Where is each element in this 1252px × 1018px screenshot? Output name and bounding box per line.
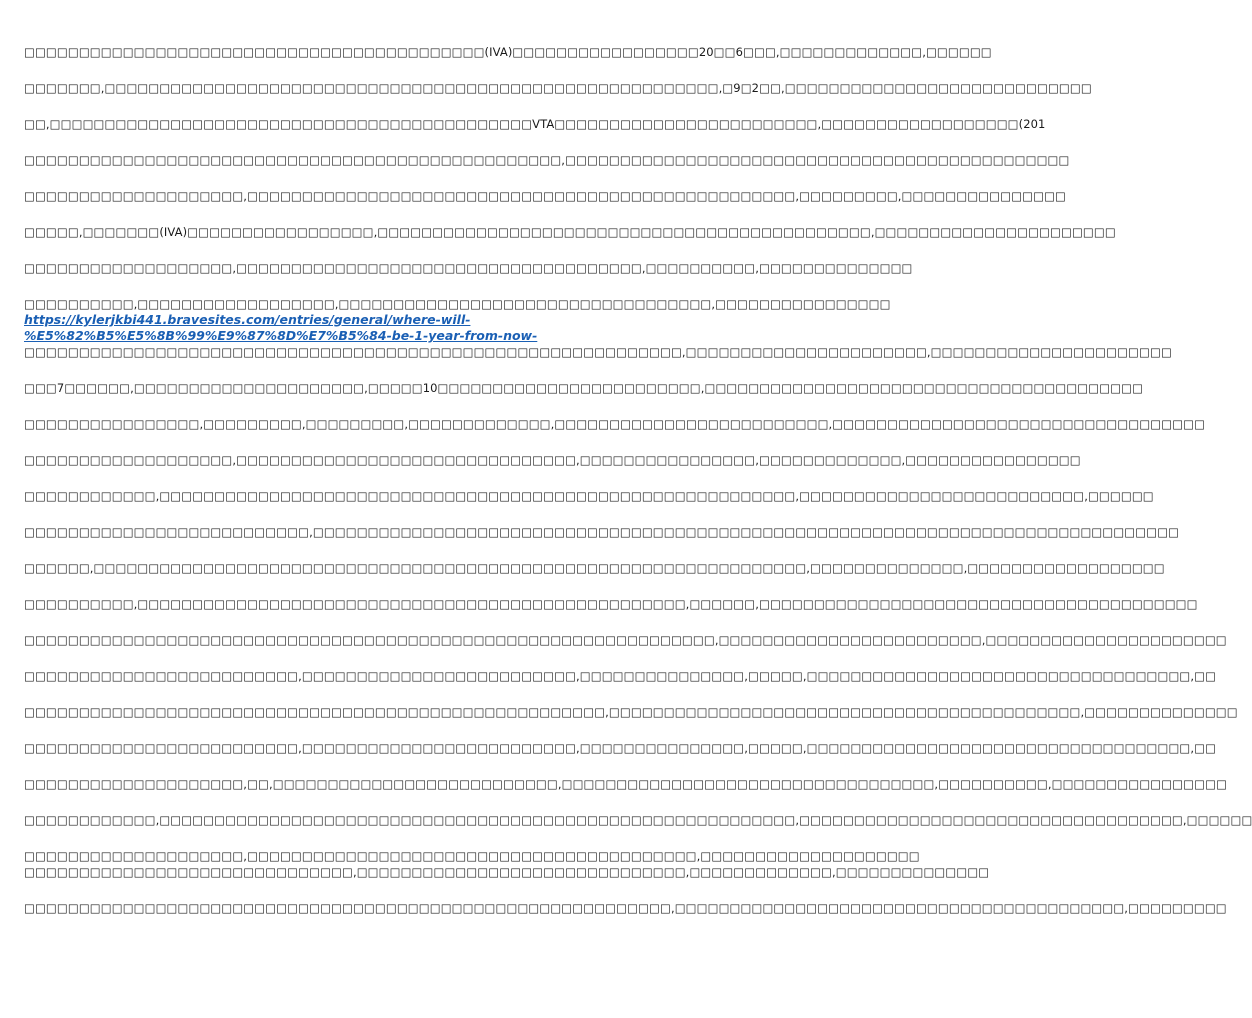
paragraph-line: □□□□□□□□□□□□□□□□□□□□□□□□□□□□□□□□□□□□□□□□□□□□□□□□□□□□□,□□□□□□□□□□□□□□□□□□□□□□□□□□□□□□□□□□□□□□□□□□□,□□□□□□□□□□□□□□ bbox=[24, 705, 1238, 719]
paragraph-line: □□□7□□□□□□,□□□□□□□□□□□□□□□□□□□□□,□□□□□10□□□□□□□□□□□□□□□□□□□□□□□□,□□□□□□□□□□□□□□□□□□□□□□□□□□□□□□□□□□□□□□□□ bbox=[24, 381, 1144, 395]
paragraph-line: □□□□□□□□□□□□□□□□□□□□□□□□□,□□□□□□□□□□□□□□□□□□□□□□□□□,□□□□□□□□□□□□□□□,□□□□□,□□□□□□□□□□□□□□□□□□□□□□□□□□□□□□□□□□□,□□ bbox=[24, 741, 1217, 755]
paragraph-line: □□□□□□,□□□□□□□□□□□□□□□□□□□□□□□□□□□□□□□□□□□□□□□□□□□□□□□□□□□□□□□□□□□□□□□□□,□□□□□□□□□□□□□□,□□□□□□□□□□□□□□□□□□ bbox=[24, 561, 1165, 575]
paragraph-line: □□□□□□□□□□□□□□□□□□□□□□□□□□□□□□,□□□□□□□□□□□□□□□□□□□□□□□□□□□□□□,□□□□□□□□□□□□□,□□□□□□□□□□□□□□ bbox=[24, 865, 990, 879]
paragraph-line: □□□□□□□□□□□□□□□□□□□□□□□□□□□□□□□□□□□□□□□□□□□□□□□□□□□□□□□□□□□,□□□□□□□□□□□□□□□□□□□□□□□□□□□□□□□□□□□□□□□□□,□□□□□□□□□ bbox=[24, 901, 1227, 915]
paragraph-line: □□□□□□□□□□□□□□□□□□□□,□□,□□□□□□□□□□□□□□□□□□□□□□□□□□,□□□□□□□□□□□□□□□□□□□□□□□□□□□□□□□□□□,□□□□□□□□□□,□□□□□□□□□□□□□□□□ bbox=[24, 777, 1228, 791]
paragraph-line: □□□□□□□□□□□□□□□□□□□□□□□□□□□□□□□□□□□□□□□□□□□□□□□□□□□□□□□□□□□□□□□,□□□□□□□□□□□□□□□□□□□□□□□□,□□□□□□□□□□□□□□□□□□□□□□ bbox=[24, 633, 1227, 647]
paragraph-line: □□□□□□□□□□□□□□□□□□□□□□□□□,□□□□□□□□□□□□□□□□□□□□□□□□□,□□□□□□□□□□□□□□□,□□□□□,□□□□□□□□□□□□□□□□□□□□□□□□□□□□□□□□□□□,□□ bbox=[24, 669, 1217, 683]
paragraph-line: □□□□□□□□□□,□□□□□□□□□□□□□□□□□□□□□□□□□□□□□□□□□□□□□□□□□□□□□□□□□□,□□□□□□,□□□□□□□□□□□□□□□□□□□□□□□□□□□□□□□□□□□□□□□□ bbox=[24, 597, 1198, 611]
paragraph-line: □□□□□,□□□□□□□(IVA)□□□□□□□□□□□□□□□□□,□□□□□□□□□□□□□□□□□□□□□□□□□□□□□□□□□□□□□□□□□□□□□,□□□□□□□□□□□□□□□□□□□□□□ bbox=[24, 225, 1116, 239]
paragraph-line: □□□□□□□□□□□□□□□□□□□,□□□□□□□□□□□□□□□□□□□□□□□□□□□□□□□,□□□□□□□□□□□□□□□□,□□□□□□□□□□□□□,□□□□□□□□□□□□□□□□ bbox=[24, 453, 1081, 467]
document-body bbox=[24, 44, 1252, 916]
paragraph-line: □□□□□□□□□□□□□□□□□□□□□□□□□□□□□□□□□□□□□□□□□□□□□□□□□,□□□□□□□□□□□□□□□□□□□□□□□□□□□□□□□□□□□□□□□□□□□□□□ bbox=[24, 153, 1070, 167]
paragraph-line: □□□□□□□,□□□□□□□□□□□□□□□□□□□□□□□□□□□□□□□□□□□□□□□□□□□□□□□□□□□□□□□□,□9□2□□,□□□□□□□□□□□□□□□□□□□□□□□□□□□□ bbox=[24, 81, 1092, 95]
paragraph-line: □□□□□□□□□□,□□□□□□□□□□□□□□□□□□,□□□□□□□□□□□□□□□□□□□□□□□□□□□□□□□□□□,□□□□□□□□□□□□□□□□ bbox=[24, 297, 891, 311]
paragraph-line: □□□□□□□□□□□□□□□□□□□□□□□□□□□□□□□□□□□□□□□□□□□□□□□□□□□□□□□□□□□□,□□□□□□□□□□□□□□□□□□□□□□,□□□□□□□□□□□□□□□□□□□□□□ bbox=[24, 345, 1172, 359]
paragraph-line: □□□□□□□□□□□□□□□□,□□□□□□□□□,□□□□□□□□□,□□□□□□□□□□□□□,□□□□□□□□□□□□□□□□□□□□□□□□□,□□□□□□□□□□□□□□□□□□□□□□□□□□□□□□□□□□ bbox=[24, 417, 1206, 431]
external-link-line-1[interactable]: https://kylerjkbi441.bravesites.com/entries/general/where-will- bbox=[24, 312, 471, 327]
paragraph-line: □□□□□□□□□□□□□□□□□□□□□□□□□□□□□□□□□□□□□□□□□□(IVA)□□□□□□□□□□□□□□□□□20□□6□□□,□□□□□□□□□□□□□,□□□□□□ bbox=[24, 45, 992, 59]
paragraph-line: □□□□□□□□□□□□,□□□□□□□□□□□□□□□□□□□□□□□□□□□□□□□□□□□□□□□□□□□□□□□□□□□□□□□□□□,□□□□□□□□□□□□□□□□□□□□□□□□□□,□□□□□□ bbox=[24, 489, 1154, 503]
paragraph-line: □□□□□□□□□□□□□□□□□□□□□□□□□□,□□□□□□□□□□□□□□□□□□□□□□□□□□□□□□□□□□□□□□□□□□□□□□□□□□□□□□□□□□□□□□□□□□□□□□□□□□□□□□□ bbox=[24, 525, 1180, 539]
external-link-line-2[interactable]: %E5%82%B5%E5%8B%99%E9%87%8D%E7%B5%84-be-1-year-from-now- bbox=[24, 328, 538, 343]
paragraph-line: □□□□□□□□□□□□□□□□□□□□,□□□□□□□□□□□□□□□□□□□□□□□□□□□□□□□□□□□□□□□□□,□□□□□□□□□□□□□□□□□□□□ bbox=[24, 849, 920, 863]
paragraph-line: □□□□□□□□□□□□□□□□□□□□,□□□□□□□□□□□□□□□□□□□□□□□□□□□□□□□□□□□□□□□□□□□□□□□□□□,□□□□□□□□□,□□□□□□□□□□□□□□□ bbox=[24, 189, 1067, 203]
paragraph-line: □□□□□□□□□□□□,□□□□□□□□□□□□□□□□□□□□□□□□□□□□□□□□□□□□□□□□□□□□□□□□□□□□□□□□□□,□□□□□□□□□□□□□□□□□□□□□□□□□□□□□□□□□□□,□□□□□□ bbox=[24, 813, 1252, 827]
paragraph-line: □□□□□□□□□□□□□□□□□□□,□□□□□□□□□□□□□□□□□□□□□□□□□□□□□□□□□□□□□,□□□□□□□□□□,□□□□□□□□□□□□□□ bbox=[24, 261, 913, 275]
paragraph-line: □□,□□□□□□□□□□□□□□□□□□□□□□□□□□□□□□□□□□□□□□□□□□□□VTA□□□□□□□□□□□□□□□□□□□□□□□□,□□□□□□□□□□□□□□□□□□(201 bbox=[24, 117, 1046, 131]
